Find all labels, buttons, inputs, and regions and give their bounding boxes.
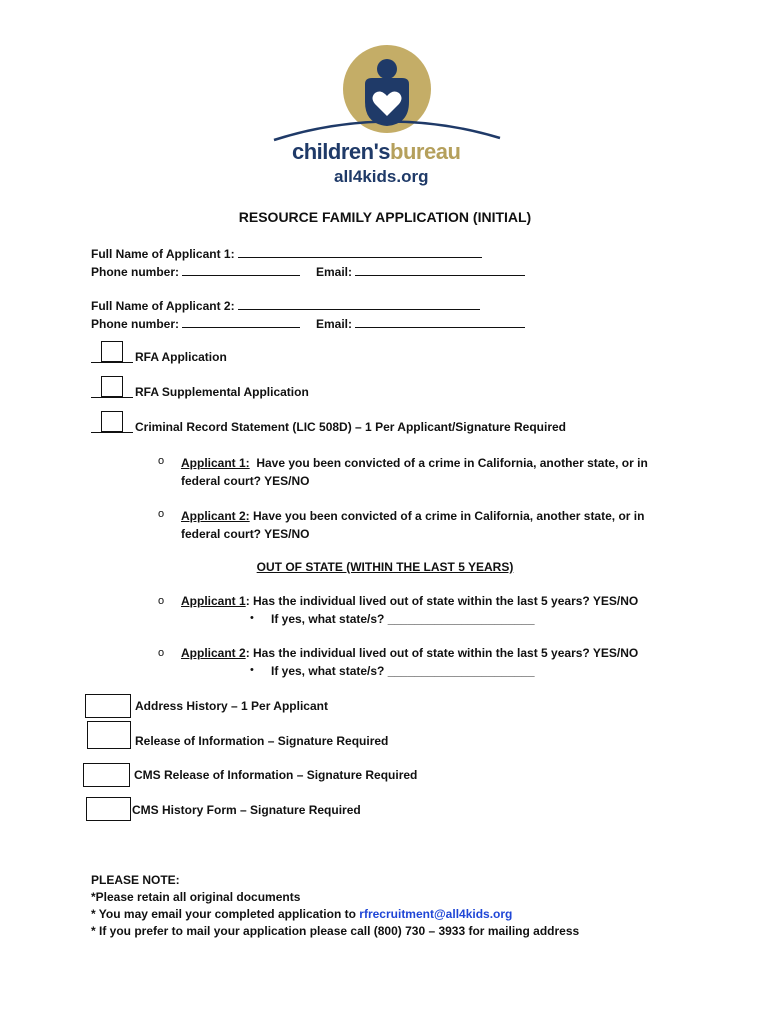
cms-history-label: CMS History Form – Signature Required xyxy=(132,803,361,817)
bullet-circle: o xyxy=(158,595,165,607)
applicant2-phone-field[interactable] xyxy=(182,316,300,328)
cms-release-checkbox[interactable] xyxy=(83,763,130,787)
cms-release-label: CMS Release of Information – Signature Required xyxy=(134,768,418,782)
applicant1-name-label: Full Name of Applicant 1: xyxy=(91,247,235,261)
conviction-q1-label: Applicant 1: xyxy=(181,456,250,470)
applicant2-email-label: Email: xyxy=(316,317,353,331)
rfa-supplemental-underline xyxy=(91,397,133,398)
oos-q1-followup[interactable]: If yes, what state/s? ______________________ xyxy=(271,612,535,626)
oos-q2-followup[interactable]: If yes, what state/s? ______________________ xyxy=(271,664,535,678)
rfa-supplemental-checkbox[interactable] xyxy=(101,376,123,397)
recruitment-email-link[interactable]: rfrecruitment@all4kids.org xyxy=(359,907,513,921)
bullet-circle: o xyxy=(158,455,165,467)
conviction-q2-text: Have you been convicted of a crime in California, another state, or in federal court? YES/NO xyxy=(181,509,645,541)
applicant2-phone-row xyxy=(91,316,300,331)
out-of-state-question-applicant1 xyxy=(181,594,638,608)
oos-q1-text: : Has the individual lived out of state within the last 5 years? YES/NO xyxy=(245,594,639,608)
applicant1-phone-row xyxy=(91,264,300,279)
childrens-bureau-logo xyxy=(272,42,502,192)
bullet-circle: o xyxy=(158,647,165,659)
applicant1-phone-label: Phone number: xyxy=(91,265,180,279)
note-heading: PLEASE NOTE: xyxy=(91,873,180,887)
criminal-record-label: Criminal Record Statement (LIC 508D) – 1 Per Applicant/Signature Required xyxy=(135,420,566,434)
conviction-question-applicant1 xyxy=(181,454,661,490)
page-title: RESOURCE FAMILY APPLICATION (INITIAL) xyxy=(238,209,532,225)
release-info-label: Release of Information – Signature Required xyxy=(135,734,389,748)
applicant1-name-row xyxy=(91,246,482,261)
address-history-label: Address History – 1 Per Applicant xyxy=(135,699,328,713)
address-history-checkbox[interactable] xyxy=(85,694,131,718)
criminal-record-checkbox[interactable] xyxy=(101,411,123,432)
brand-site: all4kids.org xyxy=(334,167,429,186)
rfa-application-label: RFA Application xyxy=(135,350,227,364)
note-line-retain: *Please retain all original documents xyxy=(91,890,301,904)
out-of-state-question-applicant2 xyxy=(181,646,638,660)
oos-q1-label: Applicant 1 xyxy=(181,594,246,608)
applicant1-phone-field[interactable] xyxy=(182,264,300,276)
conviction-q1-text: Have you been convicted of a crime in California, another state, or in federal court? YES/NO xyxy=(181,456,648,488)
conviction-question-applicant2 xyxy=(181,507,661,543)
rfa-application-checkbox[interactable] xyxy=(101,341,123,362)
applicant2-name-label: Full Name of Applicant 2: xyxy=(91,299,235,313)
applicant1-email-label: Email: xyxy=(316,265,353,279)
applicant1-email-field[interactable] xyxy=(355,264,525,276)
out-of-state-heading: OUT OF STATE (WITHIN THE LAST 5 YEARS) xyxy=(256,560,514,574)
criminal-record-underline xyxy=(91,432,133,433)
conviction-q2-label: Applicant 2: xyxy=(181,509,250,523)
oos-q2-text: : Has the individual lived out of state within the last 5 years? YES/NO xyxy=(245,646,639,660)
rfa-application-underline xyxy=(91,362,133,363)
applicant1-name-field[interactable] xyxy=(238,246,482,258)
applicant2-name-row xyxy=(91,298,480,313)
applicant1-email-row xyxy=(316,264,525,279)
note-line-mail: * If you prefer to mail your application please call (800) 730 – 3933 for mailing address xyxy=(91,924,580,938)
applicant2-phone-label: Phone number: xyxy=(91,317,180,331)
rfa-supplemental-label: RFA Supplemental Application xyxy=(135,385,309,399)
applicant2-email-row xyxy=(316,316,525,331)
bullet-dot: • xyxy=(250,664,254,676)
logo-emblem-icon xyxy=(272,42,502,142)
applicant2-email-field[interactable] xyxy=(355,316,525,328)
brand-name: children'sbureau xyxy=(292,139,461,164)
note-line-email xyxy=(91,907,512,921)
cms-history-checkbox[interactable] xyxy=(86,797,131,821)
release-info-checkbox[interactable] xyxy=(87,721,131,749)
bullet-circle: o xyxy=(158,508,165,520)
oos-q2-label: Applicant 2 xyxy=(181,646,246,660)
applicant2-name-field[interactable] xyxy=(238,298,480,310)
bullet-dot: • xyxy=(250,612,254,624)
note-email-prefix: * You may email your completed application to xyxy=(91,907,360,921)
